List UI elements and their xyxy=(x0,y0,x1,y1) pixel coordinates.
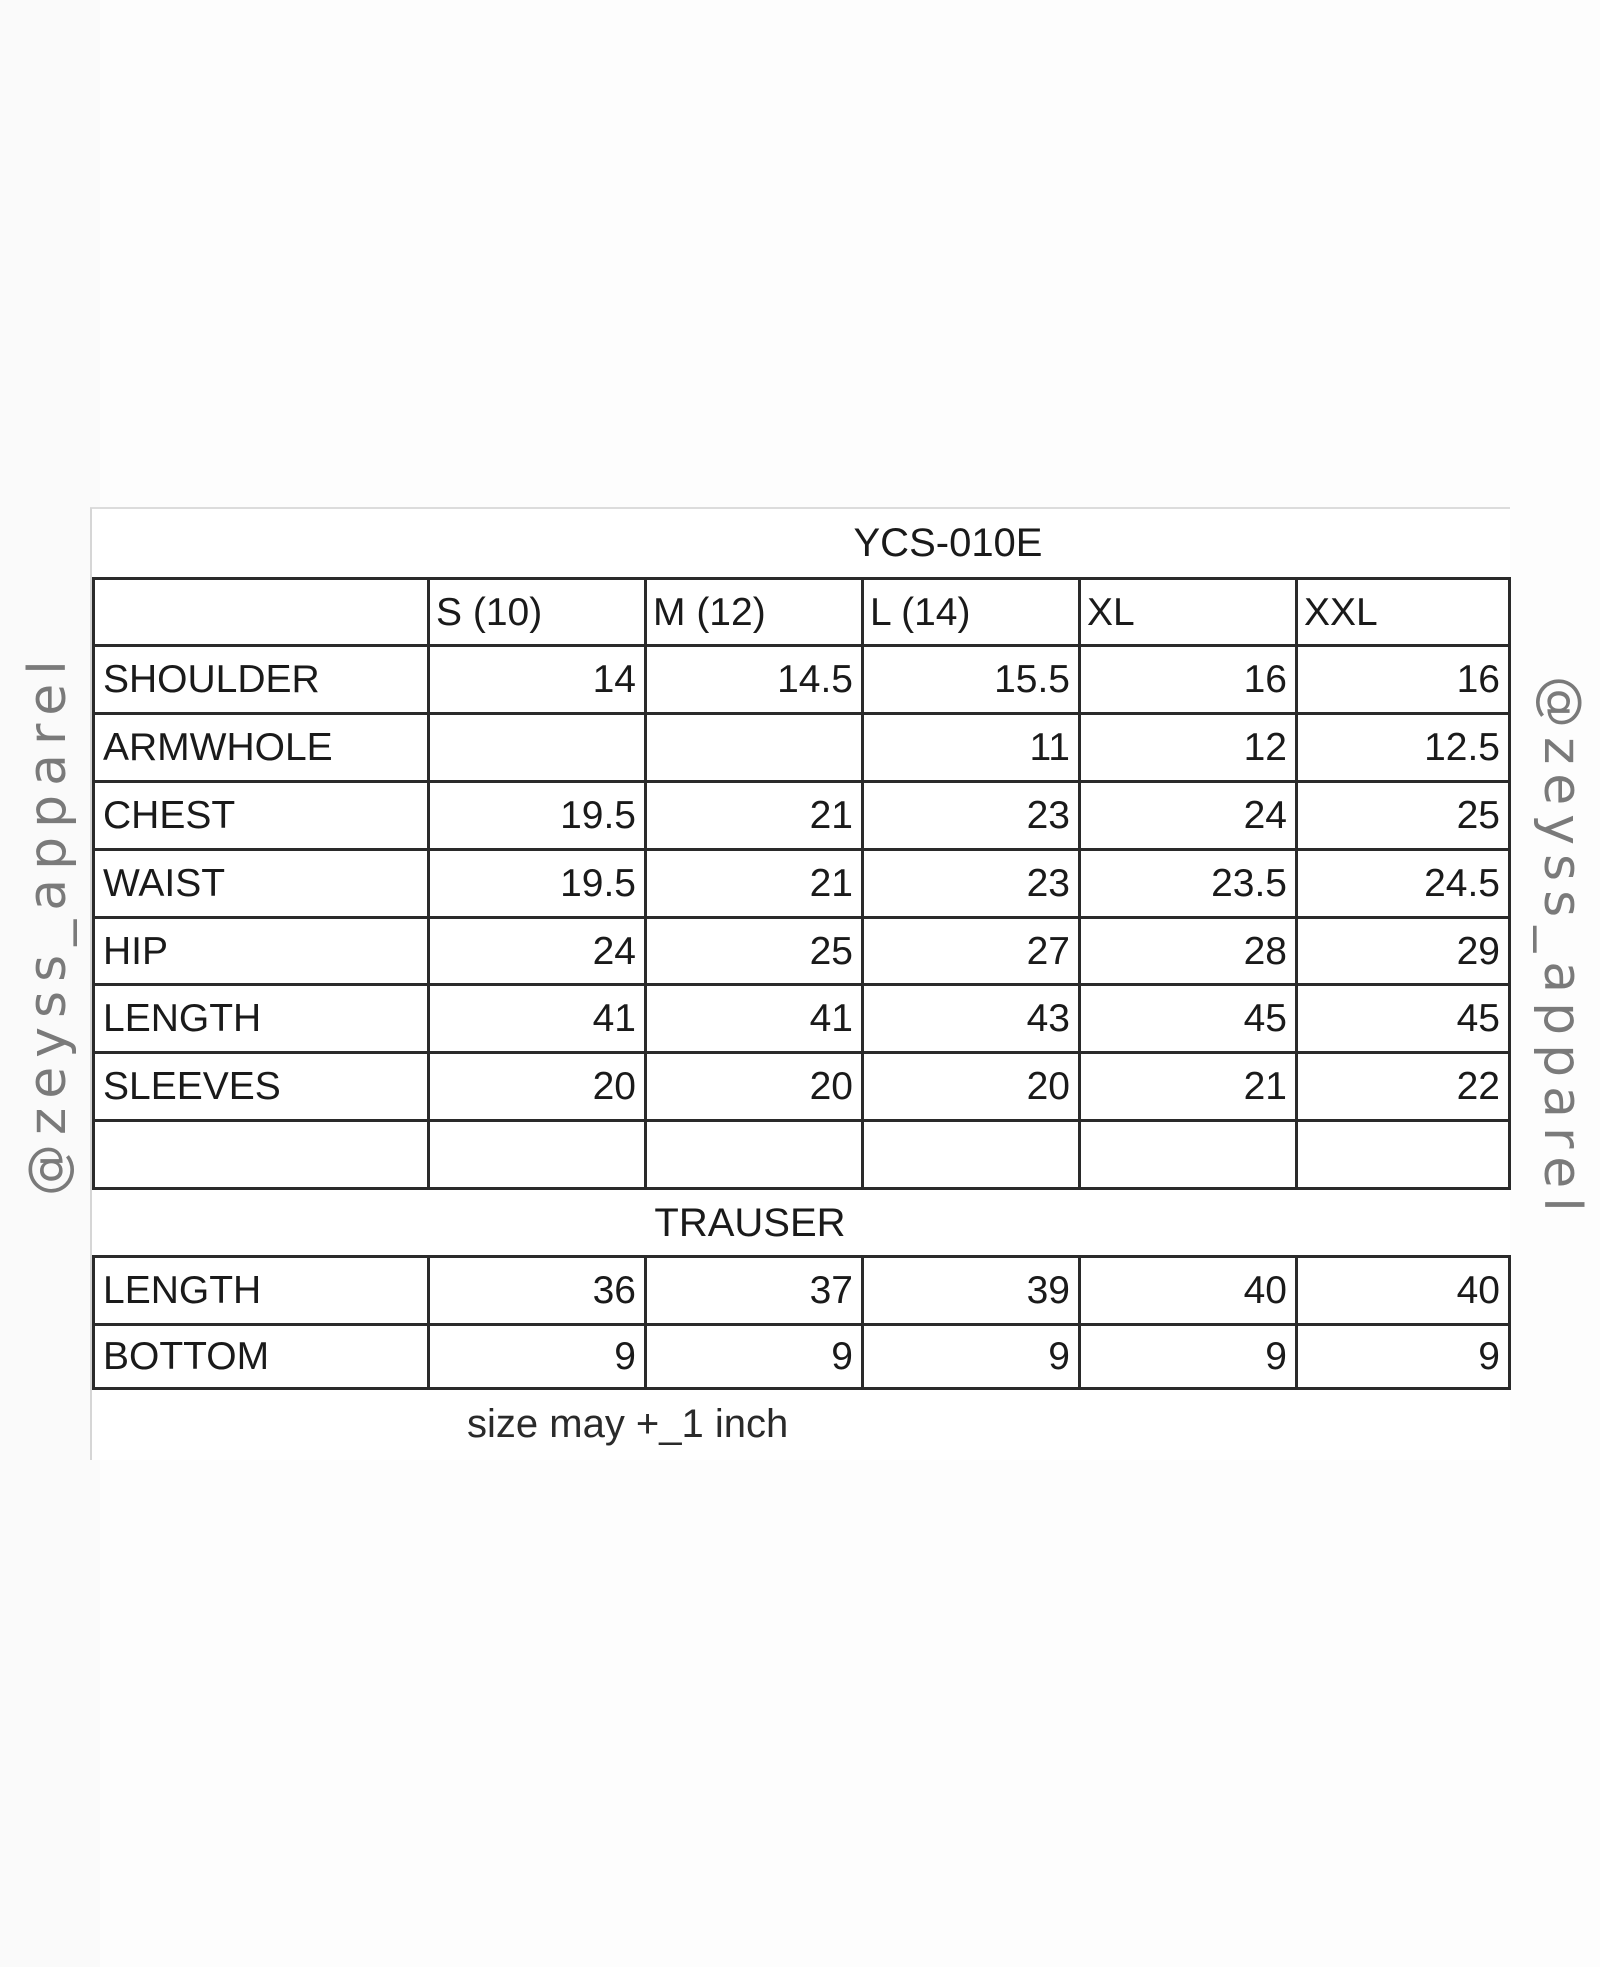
table-cell: 15.5 xyxy=(861,644,1078,712)
row-label-shoulder: SHOULDER xyxy=(92,644,427,712)
table-cell: 9 xyxy=(861,1323,1078,1390)
table-cell: 27 xyxy=(861,916,1078,983)
watermark-right: @zeyss_apparel xyxy=(1532,676,1592,1221)
table-cell: 36 xyxy=(427,1255,644,1323)
table-cell: 28 xyxy=(1078,916,1295,983)
table-cell: 21 xyxy=(644,780,861,848)
table-cell: 9 xyxy=(644,1323,861,1390)
size-header-s: S (10) xyxy=(427,577,644,644)
table-cell xyxy=(1078,1119,1295,1187)
table-cell: 37 xyxy=(644,1255,861,1323)
table-cell: 40 xyxy=(1078,1255,1295,1323)
table-cell: 45 xyxy=(1078,983,1295,1051)
size-tolerance-note: size may +_1 inch xyxy=(467,1402,789,1446)
size-header-xl: XL xyxy=(1078,577,1295,644)
row-label-hip: HIP xyxy=(92,916,427,983)
table-cell: 14 xyxy=(427,644,644,712)
table-cell: 12.5 xyxy=(1295,712,1511,780)
row-label-trouser-bottom: BOTTOM xyxy=(92,1323,427,1390)
table-cell xyxy=(644,1119,861,1187)
table-cell: 20 xyxy=(427,1051,644,1119)
table-cell: 29 xyxy=(1295,916,1511,983)
table-cell: 23 xyxy=(861,780,1078,848)
table-cell: 20 xyxy=(644,1051,861,1119)
table-cell: 43 xyxy=(861,983,1078,1051)
table-cell: 41 xyxy=(644,983,861,1051)
row-label-chest: CHEST xyxy=(92,780,427,848)
table-cell: 20 xyxy=(861,1051,1078,1119)
row-label-sleeves: SLEEVES xyxy=(92,1051,427,1119)
table-cell: 41 xyxy=(427,983,644,1051)
size-header-xxl: XXL xyxy=(1295,577,1511,644)
table-cell: 16 xyxy=(1295,644,1511,712)
table-cell: 14.5 xyxy=(644,644,861,712)
size-header-l: L (14) xyxy=(861,577,1078,644)
size-header-m: M (12) xyxy=(644,577,861,644)
table-cell: 24.5 xyxy=(1295,848,1511,916)
table-cell: 21 xyxy=(644,848,861,916)
table-cell: 25 xyxy=(644,916,861,983)
table-cell: 22 xyxy=(1295,1051,1511,1119)
table-cell: 19.5 xyxy=(427,848,644,916)
table-cell: 19.5 xyxy=(427,780,644,848)
header-corner-cell xyxy=(92,577,427,644)
table-cell: 16 xyxy=(1078,644,1295,712)
table-cell: 23 xyxy=(861,848,1078,916)
table-cell: 12 xyxy=(1078,712,1295,780)
table-cell: 9 xyxy=(427,1323,644,1390)
table-cell: 9 xyxy=(1295,1323,1511,1390)
table-cell xyxy=(644,712,861,780)
row-label-length: LENGTH xyxy=(92,983,427,1051)
row-label-trouser-length: LENGTH xyxy=(92,1255,427,1323)
table-cell: 24 xyxy=(1078,780,1295,848)
table-cell: 40 xyxy=(1295,1255,1511,1323)
table-cell xyxy=(427,1119,644,1187)
table-cell xyxy=(1295,1119,1511,1187)
row-label-empty xyxy=(92,1119,427,1187)
table-cell: 45 xyxy=(1295,983,1511,1051)
chart-title: YCS-010E xyxy=(853,520,1043,565)
table-cell: 24 xyxy=(427,916,644,983)
table-cell: 39 xyxy=(861,1255,1078,1323)
size-chart-table xyxy=(92,508,1511,1458)
row-label-waist: WAIST xyxy=(92,848,427,916)
row-label-armwhole: ARMWHOLE xyxy=(92,712,427,780)
trouser-section-title: TRAUSER xyxy=(92,1187,1511,1255)
table-cell xyxy=(427,712,644,780)
table-cell xyxy=(861,1119,1078,1187)
table-cell: 25 xyxy=(1295,780,1511,848)
table-cell: 21 xyxy=(1078,1051,1295,1119)
table-cell: 9 xyxy=(1078,1323,1295,1390)
watermark-left: @zeyss_apparel xyxy=(18,651,78,1196)
table-cell: 23.5 xyxy=(1078,848,1295,916)
table-cell: 11 xyxy=(861,712,1078,780)
